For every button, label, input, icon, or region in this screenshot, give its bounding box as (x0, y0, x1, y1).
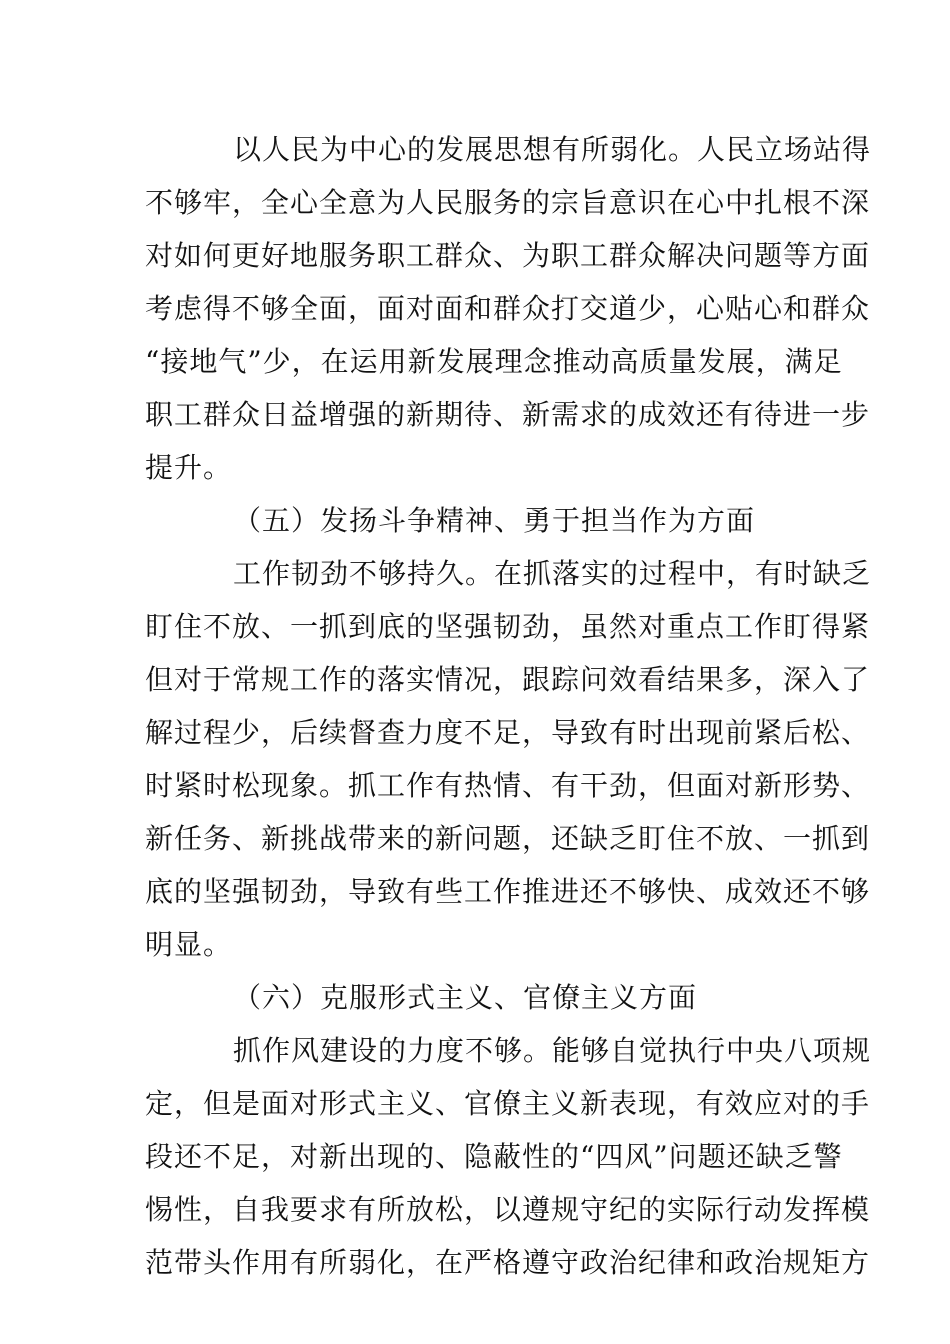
paragraph-text-line: 对如何更好地服务职工群众、为职工群众解决问题等方面 (145, 239, 871, 272)
paragraph-text-line: 以人民为中心的发展思想有所弱化。人民立场站得 (233, 133, 872, 166)
paragraph-text-line: 但对于常规工作的落实情况，跟踪问效看结果多，深入了 (145, 663, 871, 696)
paragraph-text-line: 时紧时松现象。抓工作有热情、有干劲，但面对新形势、 (145, 769, 871, 802)
paragraph-text-line: 范带头作用有所弱化，在严格遵守政治纪律和政治规矩方 (145, 1246, 871, 1279)
paragraph-text-line: 明显。 (145, 928, 233, 961)
paragraph-text-line: 抓作风建设的力度不够。能够自觉执行中央八项规 (233, 1034, 872, 1067)
paragraph-text-line: 解过程少，后续督查力度不足，导致有时出现前紧后松、 (145, 716, 871, 749)
section-heading: （五）发扬斗争精神、勇于担当作为方面 (233, 504, 756, 537)
paragraph-text-line: “接地气”少，在运用新发展理念推动高质量发展，满足 (145, 345, 843, 378)
paragraph-text-line: 提升。 (145, 451, 233, 484)
section-heading: （六）克服形式主义、官僚主义方面 (233, 981, 698, 1014)
paragraph-text-line: 定，但是面对形式主义、官僚主义新表现，有效应对的手 (145, 1087, 871, 1120)
paragraph-text-line: 工作韧劲不够持久。在抓落实的过程中，有时缺乏 (233, 557, 872, 590)
paragraph-text-line: 考虑得不够全面，面对面和群众打交道少，心贴心和群众 (145, 292, 871, 325)
paragraph-text-line: 不够牢，全心全意为人民服务的宗旨意识在心中扎根不深 (145, 186, 871, 219)
paragraph-text-line: 惕性，自我要求有所放松，以遵规守纪的实际行动发挥模 (145, 1193, 871, 1226)
paragraph-text-line: 职工群众日益增强的新期待、新需求的成效还有待进一步 (145, 398, 871, 431)
paragraph-text-line: 段还不足，对新出现的、隐蔽性的“四风”问题还缺乏警 (145, 1140, 843, 1173)
paragraph-text-line: 底的坚强韧劲，导致有些工作推进还不够快、成效还不够 (145, 875, 871, 908)
paragraph-text-line: 盯住不放、一抓到底的坚强韧劲，虽然对重点工作盯得紧 (145, 610, 871, 643)
paragraph-text-line: 新任务、新挑战带来的新问题，还缺乏盯住不放、一抓到 (145, 822, 871, 855)
